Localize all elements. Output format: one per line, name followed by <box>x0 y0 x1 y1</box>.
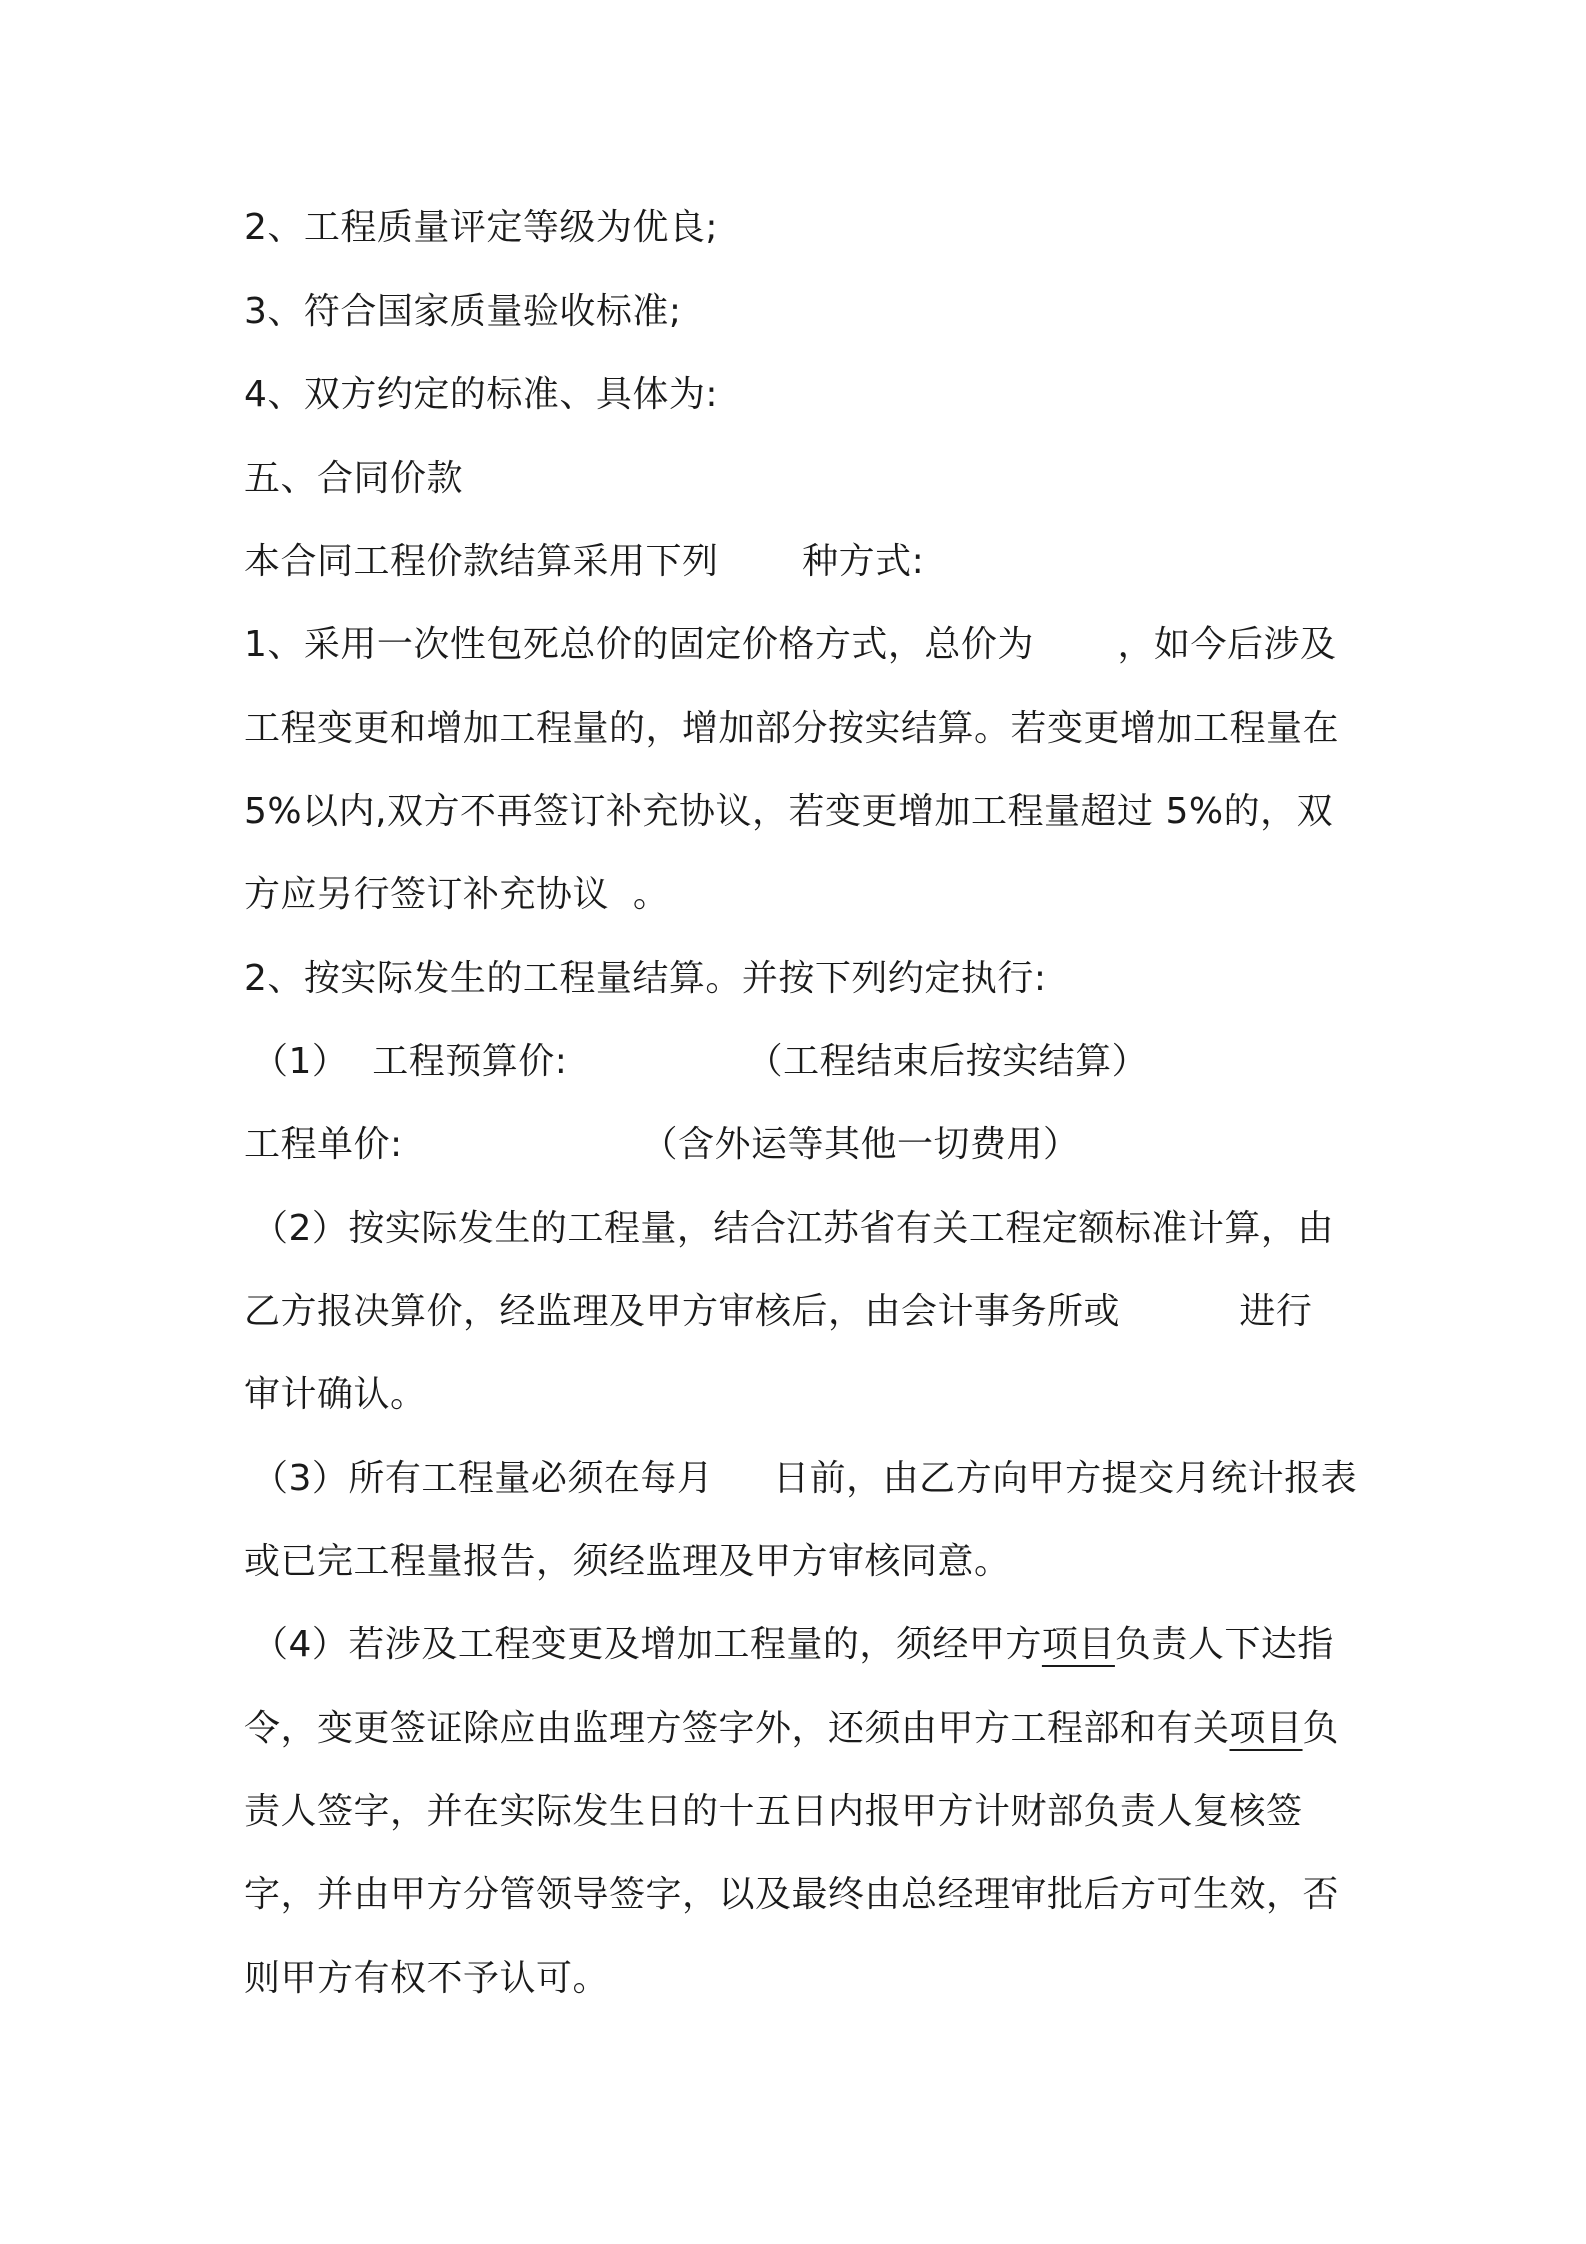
text-line: 3、符合国家质量验收标准; <box>244 291 682 332</box>
text-line: 审计确认。 <box>244 1374 427 1415</box>
section-heading: 五、合同价款 <box>244 458 464 499</box>
text-line: 责人签字，并在实际发生日的十五日内报甲方计财部负责人复核签 <box>244 1791 1303 1832</box>
text-line: 工程变更和增加工程量的，增加部分按实结算。若变更增加工程量在 <box>244 708 1340 749</box>
text-line: 2、按实际发生的工程量结算。并按下列约定执行: <box>244 958 1047 999</box>
text-span: 负 <box>1302 1708 1340 1749</box>
text-line: 2、工程质量评定等级为优良; <box>244 207 719 248</box>
underlined-text: 项目 <box>1041 1624 1115 1665</box>
text-line: 4、双方约定的标准、具体为: <box>244 374 719 415</box>
underlined-text: 项目 <box>1229 1708 1303 1749</box>
text-line: 工程单价: （含外运等其他一切费用） <box>244 1124 1080 1165</box>
text-span: 令，变更签证除应由监理方签字外，还须由甲方工程部和有关 <box>244 1708 1230 1749</box>
text-line: 乙方报决算价，经监理及甲方审核后，由会计事务所或 进行 <box>244 1291 1313 1332</box>
text-line <box>244 1707 1339 1751</box>
text-line: 字，并由甲方分管领导签字，以及最终由总经理审批后方可生效，否 <box>244 1874 1340 1915</box>
text-line: 本合同工程价款结算采用下列 种方式: <box>244 541 925 582</box>
text-line <box>252 1623 1334 1667</box>
text-line: （3）所有工程量必须在每月 日前，由乙方向甲方提交月统计报表 <box>252 1458 1358 1499</box>
text-line: （1） 工程预算价: （工程结束后按实结算） <box>252 1041 1149 1082</box>
text-span: 负责人下达指 <box>1114 1624 1334 1665</box>
text-line: 则甲方有权不予认可。 <box>244 1958 610 1999</box>
text-span: （4）若涉及工程变更及增加工程量的，须经甲方 <box>252 1624 1042 1665</box>
text-line: 1、采用一次性包死总价的固定价格方式，总价为 ，如今后涉及 <box>244 624 1337 665</box>
text-line: （2）按实际发生的工程量，结合江苏省有关工程定额标准计算，由 <box>252 1208 1334 1249</box>
text-line: 或已完工程量报告，须经监理及甲方审核同意。 <box>244 1541 1011 1582</box>
text-line: 5%以内,双方不再签订补充协议，若变更增加工程量超过 5%的，双 <box>244 791 1334 832</box>
text-line: 方应另行签订补充协议 。 <box>244 874 670 915</box>
